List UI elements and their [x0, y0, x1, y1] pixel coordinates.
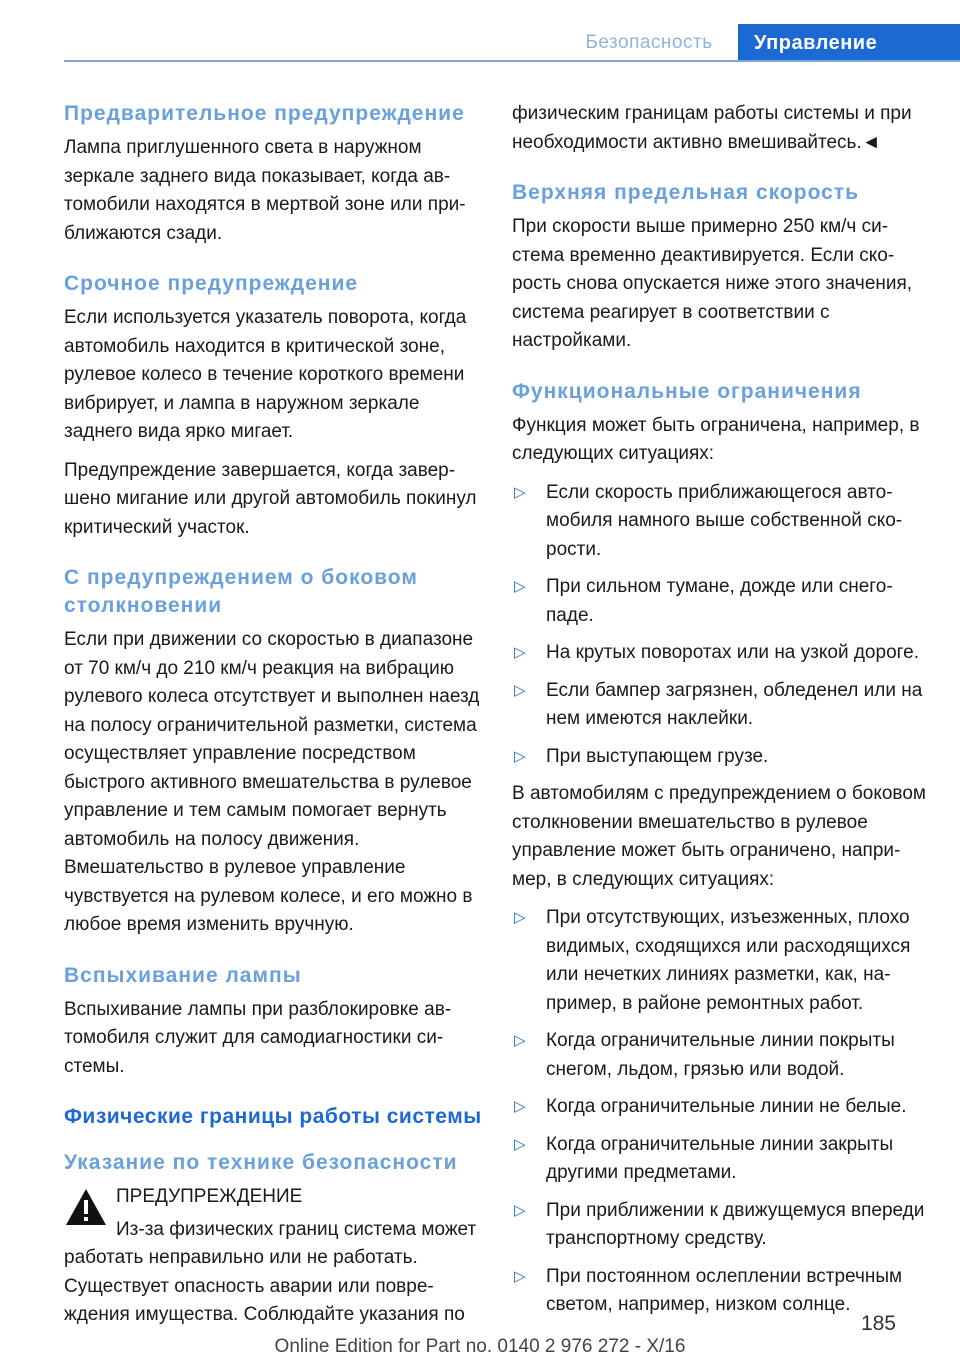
list-item: ▷ При приближении к движущемуся впереди транспортному средству.: [512, 1197, 930, 1254]
text-prewarning: Лампа приглушенного света в наружном зеркале заднего вида показывает, когда автомобили находятся в мертвой зоне или приближаются сзади.: [64, 137, 466, 244]
list-item: ▷ При выступающем грузе.: [512, 743, 930, 772]
list-item: ▷ При сильном тумане, дожде или снегопаде.: [512, 573, 930, 630]
warning-triangle-icon: [64, 1187, 108, 1227]
triangle-right-outline-icon: ▷: [514, 681, 526, 699]
section-tab-safety[interactable]: Безопасность: [585, 32, 713, 53]
list-item: ▷ При постоянном ослеплении встречным светом, например, низком солнце.: [512, 1263, 930, 1320]
heading-urgent-warning: Срочное предупреждение: [64, 272, 359, 295]
text-side-collision: Если при движении со скоростью в диапазоне от 70 км/ч до 210 км/ч реакция на вибрацию рулевого колеса отсутствует и выполнен наезд на полосу ограничительной разметки, система осуществляет управление посредством быстрого активного вмешательства в рулевое управление и тем самым помогает вернуть автомобиль на полосу движения. Вмешательство в рулевое управление чувствуется на рулевом колесе, и его можно в любое время изменить вручную.: [64, 629, 480, 935]
triangle-right-outline-icon: ▷: [514, 1267, 526, 1285]
list-item: ▷ Когда ограничительные линии не белые.: [512, 1093, 930, 1122]
text-upper-speed: При скорости выше примерно 250 км/ч система временно деактивируется. Если скорость снова опускается ниже этого значения, система реагирует в соответствии с настройками.: [512, 216, 913, 351]
triangle-right-outline-icon: ▷: [514, 1201, 526, 1219]
limits-list-1: [512, 479, 930, 772]
right-column: [512, 100, 930, 1329]
triangle-right-outline-icon: ▷: [514, 1032, 526, 1049]
text-urgent-warning-2: Предупреждение завершается, когда завершено мигание или другой автомобиль покинул критический участок.: [64, 459, 477, 538]
text-urgent-warning-1: Если используется указатель поворота, когда автомобиль находится в критической зоне, рулевое колесо в течение короткого времени вибрирует, и лампа в наружном зеркале заднего вида ярко мигает.: [64, 307, 467, 442]
section-tab-control[interactable]: Управление: [738, 24, 960, 62]
triangle-right-outline-icon: ▷: [514, 1135, 526, 1153]
triangle-right-outline-icon: ▷: [514, 644, 526, 661]
triangle-right-outline-icon: ▷: [514, 747, 526, 765]
page-number: 185: [860, 1312, 896, 1335]
page-header: [0, 0, 960, 62]
triangle-right-outline-icon: ▷: [514, 1098, 526, 1115]
text-functional-limits: Функция может быть ограничена, например, в следующих ситуациях:: [512, 414, 920, 464]
list-item: ▷ Когда ограничительные линии закрыты другими предметами.: [512, 1131, 930, 1188]
text-lamp-flash: Вспыхивание лампы при разблокировке автомобиля служит для самодиагностики системы.: [64, 998, 452, 1077]
list-item: ▷ При отсутствующих, изъезженных, плохо видимых, сходящихся или расходящихся или нечетких линиях разметки, как, например, в районе ремонтных работ.: [512, 904, 930, 1018]
heading-functional-limits: Функциональные ограничения: [512, 379, 862, 403]
text-continued: физическим границам работы системы и при необходимости активно вмешивайтесь.◄: [512, 103, 912, 153]
triangle-right-outline-icon: ▷: [514, 578, 526, 595]
warning-title: ПРЕДУПРЕЖДЕНИЕ: [116, 1186, 303, 1207]
warning-text: Из-за физических границ система может работать неправильно или не работать. Существует опасность аварии или повреждения имущества. Соблюдайте указания по: [64, 1218, 477, 1325]
triangle-right-outline-icon: ▷: [514, 483, 526, 501]
triangle-right-outline-icon: ▷: [514, 909, 526, 926]
heading-side-collision: С предупреждением о боковом столкновении: [64, 566, 418, 617]
limits-list-2: [512, 904, 930, 1320]
heading-upper-speed: Верхняя предельная скорость: [512, 181, 859, 204]
text-side-collision-limits: В автомобилям с предупреждением о боковом столкновении вмешательство в рулевое управление может быть ограничено, например, в следующих ситуациях:: [512, 783, 926, 890]
warning-box: [64, 1183, 482, 1330]
list-item: ▷ Когда ограничительные линии покрыты снегом, льдом, грязью или водой.: [512, 1027, 930, 1084]
heading-safety-note: Указание по технике безопасности: [64, 1151, 458, 1174]
left-column: [64, 100, 482, 1330]
heading-lamp-flash: Вспыхивание лампы: [64, 963, 302, 987]
heading-prewarning: Предварительное предупреждение: [64, 102, 465, 125]
footer-edition-text: Online Edition for Part no. 0140 2 976 272 - X/16: [274, 1336, 686, 1357]
list-item: ▷ Если бампер загрязнен, обледенел или на нем имеются наклейки.: [512, 677, 930, 734]
list-item: ▷ На крутых поворотах или на узкой дороге.: [512, 639, 930, 668]
header-rule: [64, 60, 960, 62]
heading-system-limits: Физические границы работы системы: [64, 1105, 482, 1128]
list-item: ▷ Если скорость приближающегося автомобиля намного выше собственной скорости.: [512, 479, 930, 565]
